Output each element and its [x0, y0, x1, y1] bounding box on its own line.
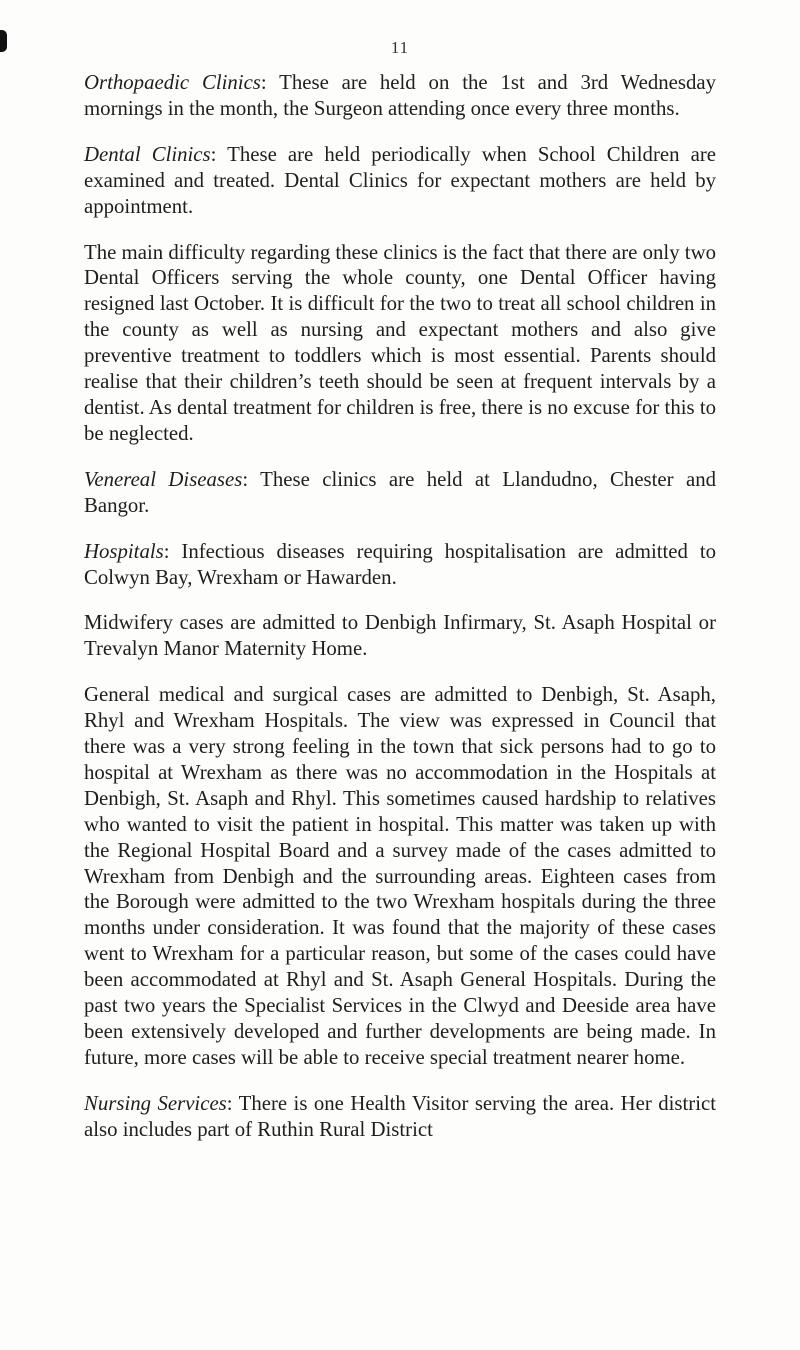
paragraph-text: : There is one Health Visitor serving the area. Her district also includes part of Ruthin Rural District: [84, 1091, 716, 1141]
paragraph-midwifery: [84, 610, 716, 662]
paragraph-dental-clinics: [84, 142, 716, 220]
paragraph-text: The main difficulty regarding these clinics is the fact that there are only two Dental Officers serving the whole county, one Dental Officer having resigned last October. It is difficult for the two to treat all school children in the county as well as nursing and expectant mothers and also give preventive treatment to toddlers which is most essential. Parents should realise that their children’s teeth should be seen at frequent intervals by a dentist. As dental treatment for children is free, there is no excuse for this to be neglected.: [84, 240, 716, 445]
paragraph-heading: Venereal Diseases: [84, 467, 243, 491]
paragraph-text: : Infectious diseases requiring hospitalisation are admitted to Colwyn Bay, Wrexham or Hawarden.: [84, 539, 716, 589]
paragraph-venereal-diseases: [84, 467, 716, 519]
paragraph-text: : These are held periodically when School Children are examined and treated. Dental Clinics for expectant mothers are held by appointment.: [84, 142, 716, 218]
paragraph-general-medical: [84, 682, 716, 1071]
paragraph-text: General medical and surgical cases are admitted to Denbigh, St. Asaph, Rhyl and Wrexham Hospitals. The view was expressed in Council that there was a very strong feeling in the town that sick persons had to go to hospital at Wrexham as there was no accommodation in the Hospitals at Denbigh, St. Asaph and Rhyl. This sometimes caused hardship to relatives who wanted to visit the patient in hospital. This matter was taken up with the Regional Hospital Board and a survey made of the cases admitted to Wrexham from Denbigh and the surrounding areas. Eighteen cases from the Borough were admitted to the two Wrexham hospitals during the three months under consideration. It was found that the majority of these cases went to Wrexham for a particular reason, but some of the cases could have been accommodated at Rhyl and St. Asaph General Hospitals. During the past two years the Specialist Services in the Clwyd and Deeside area have been extensively developed and further developments are being made. In future, more cases will be able to receive special treatment nearer home.: [84, 683, 716, 1069]
paragraph-heading: Dental Clinics: [84, 142, 211, 166]
paragraph-nursing-services: [84, 1091, 716, 1143]
paragraph-dental-difficulty: [84, 240, 716, 447]
paragraph-heading: Hospitals: [84, 539, 164, 563]
paragraph-text: Midwifery cases are admitted to Denbigh Infirmary, St. Asaph Hospital or Trevalyn Manor Maternity Home.: [84, 611, 716, 661]
paragraph-text: : These are held on the 1st and 3rd Wednesday mornings in the month, the Surgeon attending once every three months.: [84, 71, 716, 120]
body-text: [84, 70, 716, 1163]
paragraph-hospitals: [84, 539, 716, 591]
paragraph-heading: Orthopaedic Clinics: [84, 71, 261, 94]
page-number: 11: [390, 38, 410, 57]
paragraph-orthopaedic-clinics: [84, 70, 716, 122]
paragraph-text: : These clinics are held at Llandudno, Chester and Bangor.: [84, 467, 717, 517]
paragraph-heading: Nursing Services: [84, 1091, 227, 1115]
